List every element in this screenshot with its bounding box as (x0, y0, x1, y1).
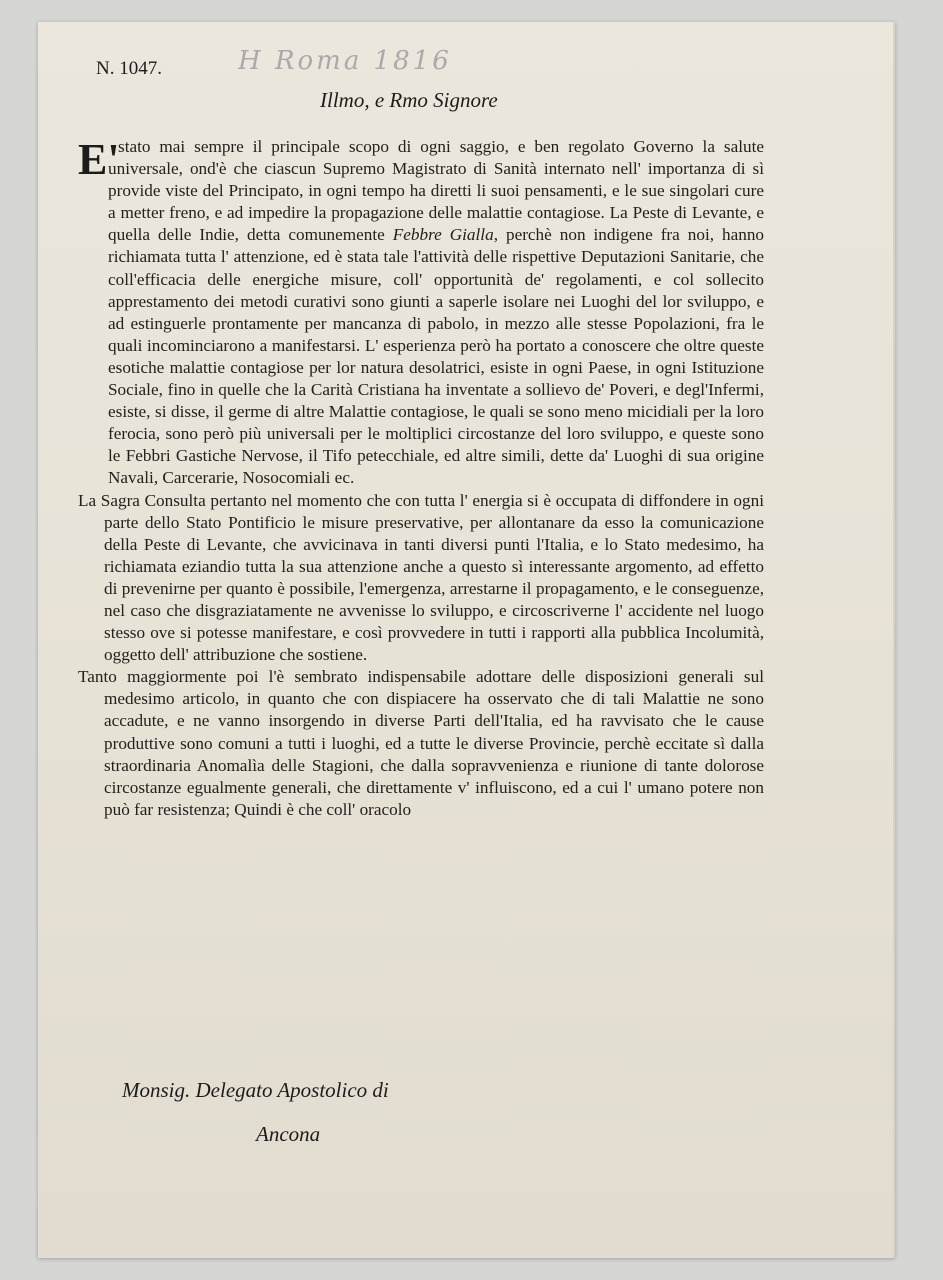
paragraph-3: Tanto maggiormente poi l'è sembrato indispensabile adottare delle disposizioni generali sul medesimo articolo, in quanto che con dispiacere ha osservato che di tali Malattie ne sono accadute, e ne vanno insorgendo in diverse Parti dell'Italia, ed ha ravvisato che le cause produttive sono comuni a tutti i luoghi, ed a tutte le diverse Provincie, perchè eccitate sì dalla straordinaria Anomalìa delle Stagioni, che dalla sopravvenienza e riunione di tante dolorose circostanze egualmente generali, che direttamente v' influiscono, ed a cui l' umano potere non può far resistenza; Quindi è che coll' oracolo (78, 667, 764, 819)
salutation: Illmo, e Rmo Signore (320, 88, 498, 112)
febbre-gialla-term: Febbre Gialla (392, 225, 494, 245)
document-body (78, 136, 764, 821)
paragraph-1-text (78, 136, 764, 490)
paragraph-1-part-b: , perchè non indigene fra noi, hanno richiamata tutta l' attenzione, ed è stata tale l'attività delle rispettive Deputazioni Sanitarie, che coll'efficacia delle energiche misure, coll' opportunità de' regolamenti, e col sollecito apprestamento dei metodi curativi sono giunti a saperle isolare nei Luoghi del lor sviluppo, e ad estinguerle prontamente per mancanza di pabolo, in mezzo alle stesse Popolazioni, fra le quali incominciarono a manifestarsi. L' esperienza però ha portato a conoscere che oltre queste esotiche malattie contagiose per lor natura desolatrici, esiste in ogni Paese, in ogni Istituzione Sociale, fino in quelle che la Carità Cristiana ha inventate a sollievo de' Poveri, e degl'Infermi, esiste, si disse, il germe di altre Malattie contagiose, le quali se sono meno micidiali per la loro ferocia, sono però più universali per le moltiplici circostanze del loro sviluppo, e queste sono le Febbri Gastiche Nervose, il Tifo petecchiale, ed altre simili, dette da' Luoghi di sua origine Navali, Carcerarie, Nosocomiali ec. (108, 225, 765, 488)
paragraph-2: La Sagra Consulta pertanto nel momento che con tutta l' energia si è occupata di diffondere in ogni parte dello Stato Pontificio le misure preservative, per allontanare da esso la comunicazione della Peste di Levante, che avvicinava in tanti diversi punti l'Italia, e lo Stato medesimo, ha richiamata eziandio tutta la sua attenzione anche a questo sì interessante argomento, ad effetto di prevenirne per quanto è possibile, l'emergenza, arrestarne il propagamento, e le conseguenze, nel caso che disgraziatamente ne avvenisse lo sviluppo, e circoscriverne l' accidente nel luogo stesso ove si potesse manifestare, e così provvedere in tutti i rapporti alla pubblica Incolumità, oggetto dell' attribuzione che sostiene. (78, 490, 764, 665)
paragraph-1 (78, 136, 764, 490)
drop-cap: E' (78, 135, 120, 184)
handwritten-annotation: H Roma 1816 (238, 46, 452, 76)
addressee-line-1: Monsig. Delegato Apostolico di (122, 1078, 389, 1102)
paragraph-1-part-a: stato mai sempre il principale scopo di ogni saggio, e ben regolato Governo la salute universale, ond'è che ciascun Supremo Magistrato di Sanità internato nell' importanza di sì provide viste del Principato, in ogni tempo ha diretti li suoi pensamenti, e le sue singolari cure a metter freno, e ad impedire la propagazione delle malattie contagiose. La Peste di Levante, e quella delle Indie, detta comunemente (108, 137, 764, 245)
document-number: N. 1047. (96, 58, 162, 79)
addressee-line-2: Ancona (256, 1122, 321, 1146)
